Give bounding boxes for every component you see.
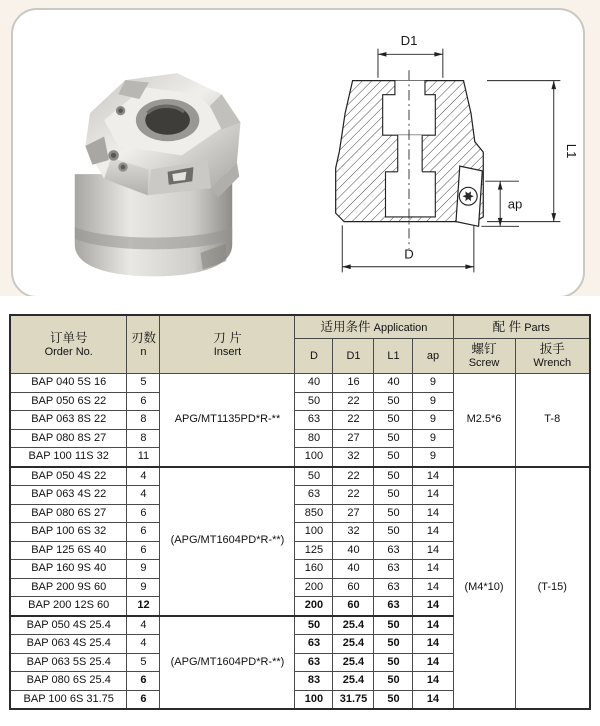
dim-cell: 50 xyxy=(374,635,413,654)
part-cell: T-8 xyxy=(515,374,590,467)
col-header-insert xyxy=(160,315,295,374)
order-cell: BAP 100 11S 32 xyxy=(10,448,127,467)
dim-cell: 25.4 xyxy=(333,672,374,691)
col-header-parts xyxy=(453,315,590,339)
dim-cell: 850 xyxy=(295,504,333,523)
dim-cell: 14 xyxy=(413,597,453,616)
screw-zh: 螺钉 xyxy=(471,342,497,356)
n-cell: 4 xyxy=(127,467,160,486)
dim-cell: 14 xyxy=(413,578,453,597)
cross-section-drawing xyxy=(280,12,585,294)
wrench-zh: 扳手 xyxy=(539,342,565,356)
part-cell: (M4*10) xyxy=(453,467,515,710)
n-cell: 6 xyxy=(127,392,160,411)
application-en: Application xyxy=(373,321,428,334)
dim-cell: 14 xyxy=(413,523,453,542)
spec-table xyxy=(9,314,591,710)
order-no-en: Order No. xyxy=(44,345,93,358)
dim-cell: 9 xyxy=(413,429,453,448)
dim-cell: 14 xyxy=(413,467,453,486)
insert-cell: APG/MT1135PD*R-** xyxy=(160,374,295,467)
face-mill-photo xyxy=(31,12,276,294)
dim-cell: 14 xyxy=(413,560,453,579)
table-row xyxy=(10,467,590,486)
image-panel-frame xyxy=(11,8,585,298)
dim-cell: 25.4 xyxy=(333,616,374,635)
dim-cell: 25.4 xyxy=(333,635,374,654)
order-cell: BAP 080 6S 25.4 xyxy=(10,672,127,691)
order-cell: BAP 050 4S 22 xyxy=(10,467,127,486)
screw-en: Screw xyxy=(468,357,500,369)
dim-cell: 32 xyxy=(333,448,374,467)
dim-cell: 63 xyxy=(374,597,413,616)
n-cell: 9 xyxy=(127,560,160,579)
n-cell: 6 xyxy=(127,504,160,523)
dim-cell: 63 xyxy=(374,541,413,560)
dim-cell: 50 xyxy=(374,429,413,448)
parts-en: Parts xyxy=(524,321,550,334)
order-cell: BAP 063 4S 22 xyxy=(10,486,127,505)
dim-cell: 50 xyxy=(374,504,413,523)
section-diagram xyxy=(280,12,585,294)
part-cell: M2.5*6 xyxy=(453,374,515,467)
table-row xyxy=(10,374,590,393)
n-cell: 5 xyxy=(127,374,160,393)
dim-cell: 32 xyxy=(333,523,374,542)
dim-cell: 16 xyxy=(333,374,374,393)
insert-cell: (APG/MT1604PD*R-**) xyxy=(160,616,295,710)
dim-cell: 9 xyxy=(413,374,453,393)
dim-cell: 27 xyxy=(333,504,374,523)
dim-cell: 22 xyxy=(333,411,374,430)
dim-cell: 50 xyxy=(374,690,413,709)
dim-cell: 125 xyxy=(295,541,333,560)
product-photo xyxy=(31,12,276,294)
dim-cell: 14 xyxy=(413,541,453,560)
order-cell: BAP 040 5S 16 xyxy=(10,374,127,393)
part-cell: (T-15) xyxy=(515,467,590,710)
n-cell: 11 xyxy=(127,448,160,467)
dim-cell: 14 xyxy=(413,690,453,709)
n-zh: 刃数 xyxy=(130,330,156,345)
dim-cell: 50 xyxy=(295,467,333,486)
col-header-wrench xyxy=(515,339,590,374)
ap-label: ap xyxy=(507,196,523,212)
dim-cell: 200 xyxy=(295,578,333,597)
order-cell: BAP 200 12S 60 xyxy=(10,597,127,616)
col-header-n xyxy=(127,315,160,374)
order-cell: BAP 050 4S 25.4 xyxy=(10,616,127,635)
parts-zh: 配 件 xyxy=(492,319,522,334)
dim-cell: 40 xyxy=(295,374,333,393)
order-cell: BAP 100 6S 32 xyxy=(10,523,127,542)
order-cell: BAP 080 6S 27 xyxy=(10,504,127,523)
col-header-ap: ap xyxy=(413,339,453,374)
order-cell: BAP 100 6S 31.75 xyxy=(10,690,127,709)
col-header-application xyxy=(295,315,453,339)
dim-cell: 50 xyxy=(374,653,413,672)
order-cell: BAP 063 4S 25.4 xyxy=(10,635,127,654)
col-header-d: D xyxy=(295,339,333,374)
order-cell: BAP 200 9S 60 xyxy=(10,578,127,597)
n-cell: 5 xyxy=(127,653,160,672)
dim-cell: 100 xyxy=(295,690,333,709)
dim-cell: 50 xyxy=(374,672,413,691)
col-header-screw xyxy=(453,339,515,374)
order-cell: BAP 063 8S 22 xyxy=(10,411,127,430)
dim-cell: 14 xyxy=(413,504,453,523)
dim-cell: 14 xyxy=(413,635,453,654)
dim-cell: 200 xyxy=(295,597,333,616)
n-cell: 4 xyxy=(127,486,160,505)
dim-cell: 50 xyxy=(374,448,413,467)
n-cell: 4 xyxy=(127,616,160,635)
dim-cell: 27 xyxy=(333,429,374,448)
insert-zh: 刀 片 xyxy=(213,330,242,345)
dim-cell: 50 xyxy=(374,486,413,505)
d-label: D xyxy=(404,246,414,262)
order-cell: BAP 063 5S 25.4 xyxy=(10,653,127,672)
col-header-d1: D1 xyxy=(333,339,374,374)
dim-cell: 31.75 xyxy=(333,690,374,709)
dim-cell: 60 xyxy=(333,578,374,597)
dim-cell: 14 xyxy=(413,616,453,635)
dim-cell: 83 xyxy=(295,672,333,691)
application-zh: 适用条件 xyxy=(320,319,371,334)
dim-cell: 80 xyxy=(295,429,333,448)
spec-table-body xyxy=(10,374,590,710)
dim-cell: 40 xyxy=(333,541,374,560)
order-cell: BAP 050 6S 22 xyxy=(10,392,127,411)
n-cell: 9 xyxy=(127,578,160,597)
dim-cell: 14 xyxy=(413,672,453,691)
dim-cell: 63 xyxy=(295,635,333,654)
dim-cell: 9 xyxy=(413,448,453,467)
n-cell: 8 xyxy=(127,429,160,448)
dim-cell: 160 xyxy=(295,560,333,579)
order-no-zh: 订单号 xyxy=(49,330,88,345)
dim-cell: 63 xyxy=(374,578,413,597)
spec-table-area xyxy=(0,296,600,710)
product-image-panel xyxy=(0,0,600,296)
n-cell: 6 xyxy=(127,690,160,709)
n-cell: 12 xyxy=(127,597,160,616)
n-en: n xyxy=(140,345,147,358)
dim-cell: 25.4 xyxy=(333,653,374,672)
dim-cell: 63 xyxy=(295,411,333,430)
dim-cell: 50 xyxy=(374,616,413,635)
insert-en: Insert xyxy=(213,345,242,358)
dim-cell: 50 xyxy=(295,616,333,635)
n-cell: 4 xyxy=(127,635,160,654)
dim-cell: 50 xyxy=(374,411,413,430)
order-cell: BAP 125 6S 40 xyxy=(10,541,127,560)
dim-cell: 22 xyxy=(333,486,374,505)
dim-cell: 40 xyxy=(374,374,413,393)
dim-cell: 63 xyxy=(374,560,413,579)
dim-cell: 63 xyxy=(295,653,333,672)
dim-cell: 100 xyxy=(295,448,333,467)
dim-cell: 22 xyxy=(333,467,374,486)
dim-cell: 14 xyxy=(413,486,453,505)
col-header-l1: L1 xyxy=(374,339,413,374)
n-cell: 6 xyxy=(127,672,160,691)
n-cell: 8 xyxy=(127,411,160,430)
dim-cell: 14 xyxy=(413,653,453,672)
col-header-order-no xyxy=(10,315,127,374)
dim-cell: 9 xyxy=(413,411,453,430)
n-cell: 6 xyxy=(127,523,160,542)
dim-cell: 60 xyxy=(333,597,374,616)
l1-label: L1 xyxy=(563,143,579,159)
dim-cell: 40 xyxy=(333,560,374,579)
insert-cell: (APG/MT1604PD*R-**) xyxy=(160,467,295,616)
dim-cell: 50 xyxy=(374,523,413,542)
dim-cell: 50 xyxy=(374,392,413,411)
dim-cell: 50 xyxy=(374,467,413,486)
dim-cell: 22 xyxy=(333,392,374,411)
order-cell: BAP 080 8S 27 xyxy=(10,429,127,448)
dim-cell: 63 xyxy=(295,486,333,505)
dim-cell: 50 xyxy=(295,392,333,411)
dim-cell: 9 xyxy=(413,392,453,411)
order-cell: BAP 160 9S 40 xyxy=(10,560,127,579)
wrench-en: Wrench xyxy=(533,357,572,369)
n-cell: 6 xyxy=(127,541,160,560)
d1-label: D1 xyxy=(400,32,418,48)
dim-cell: 100 xyxy=(295,523,333,542)
